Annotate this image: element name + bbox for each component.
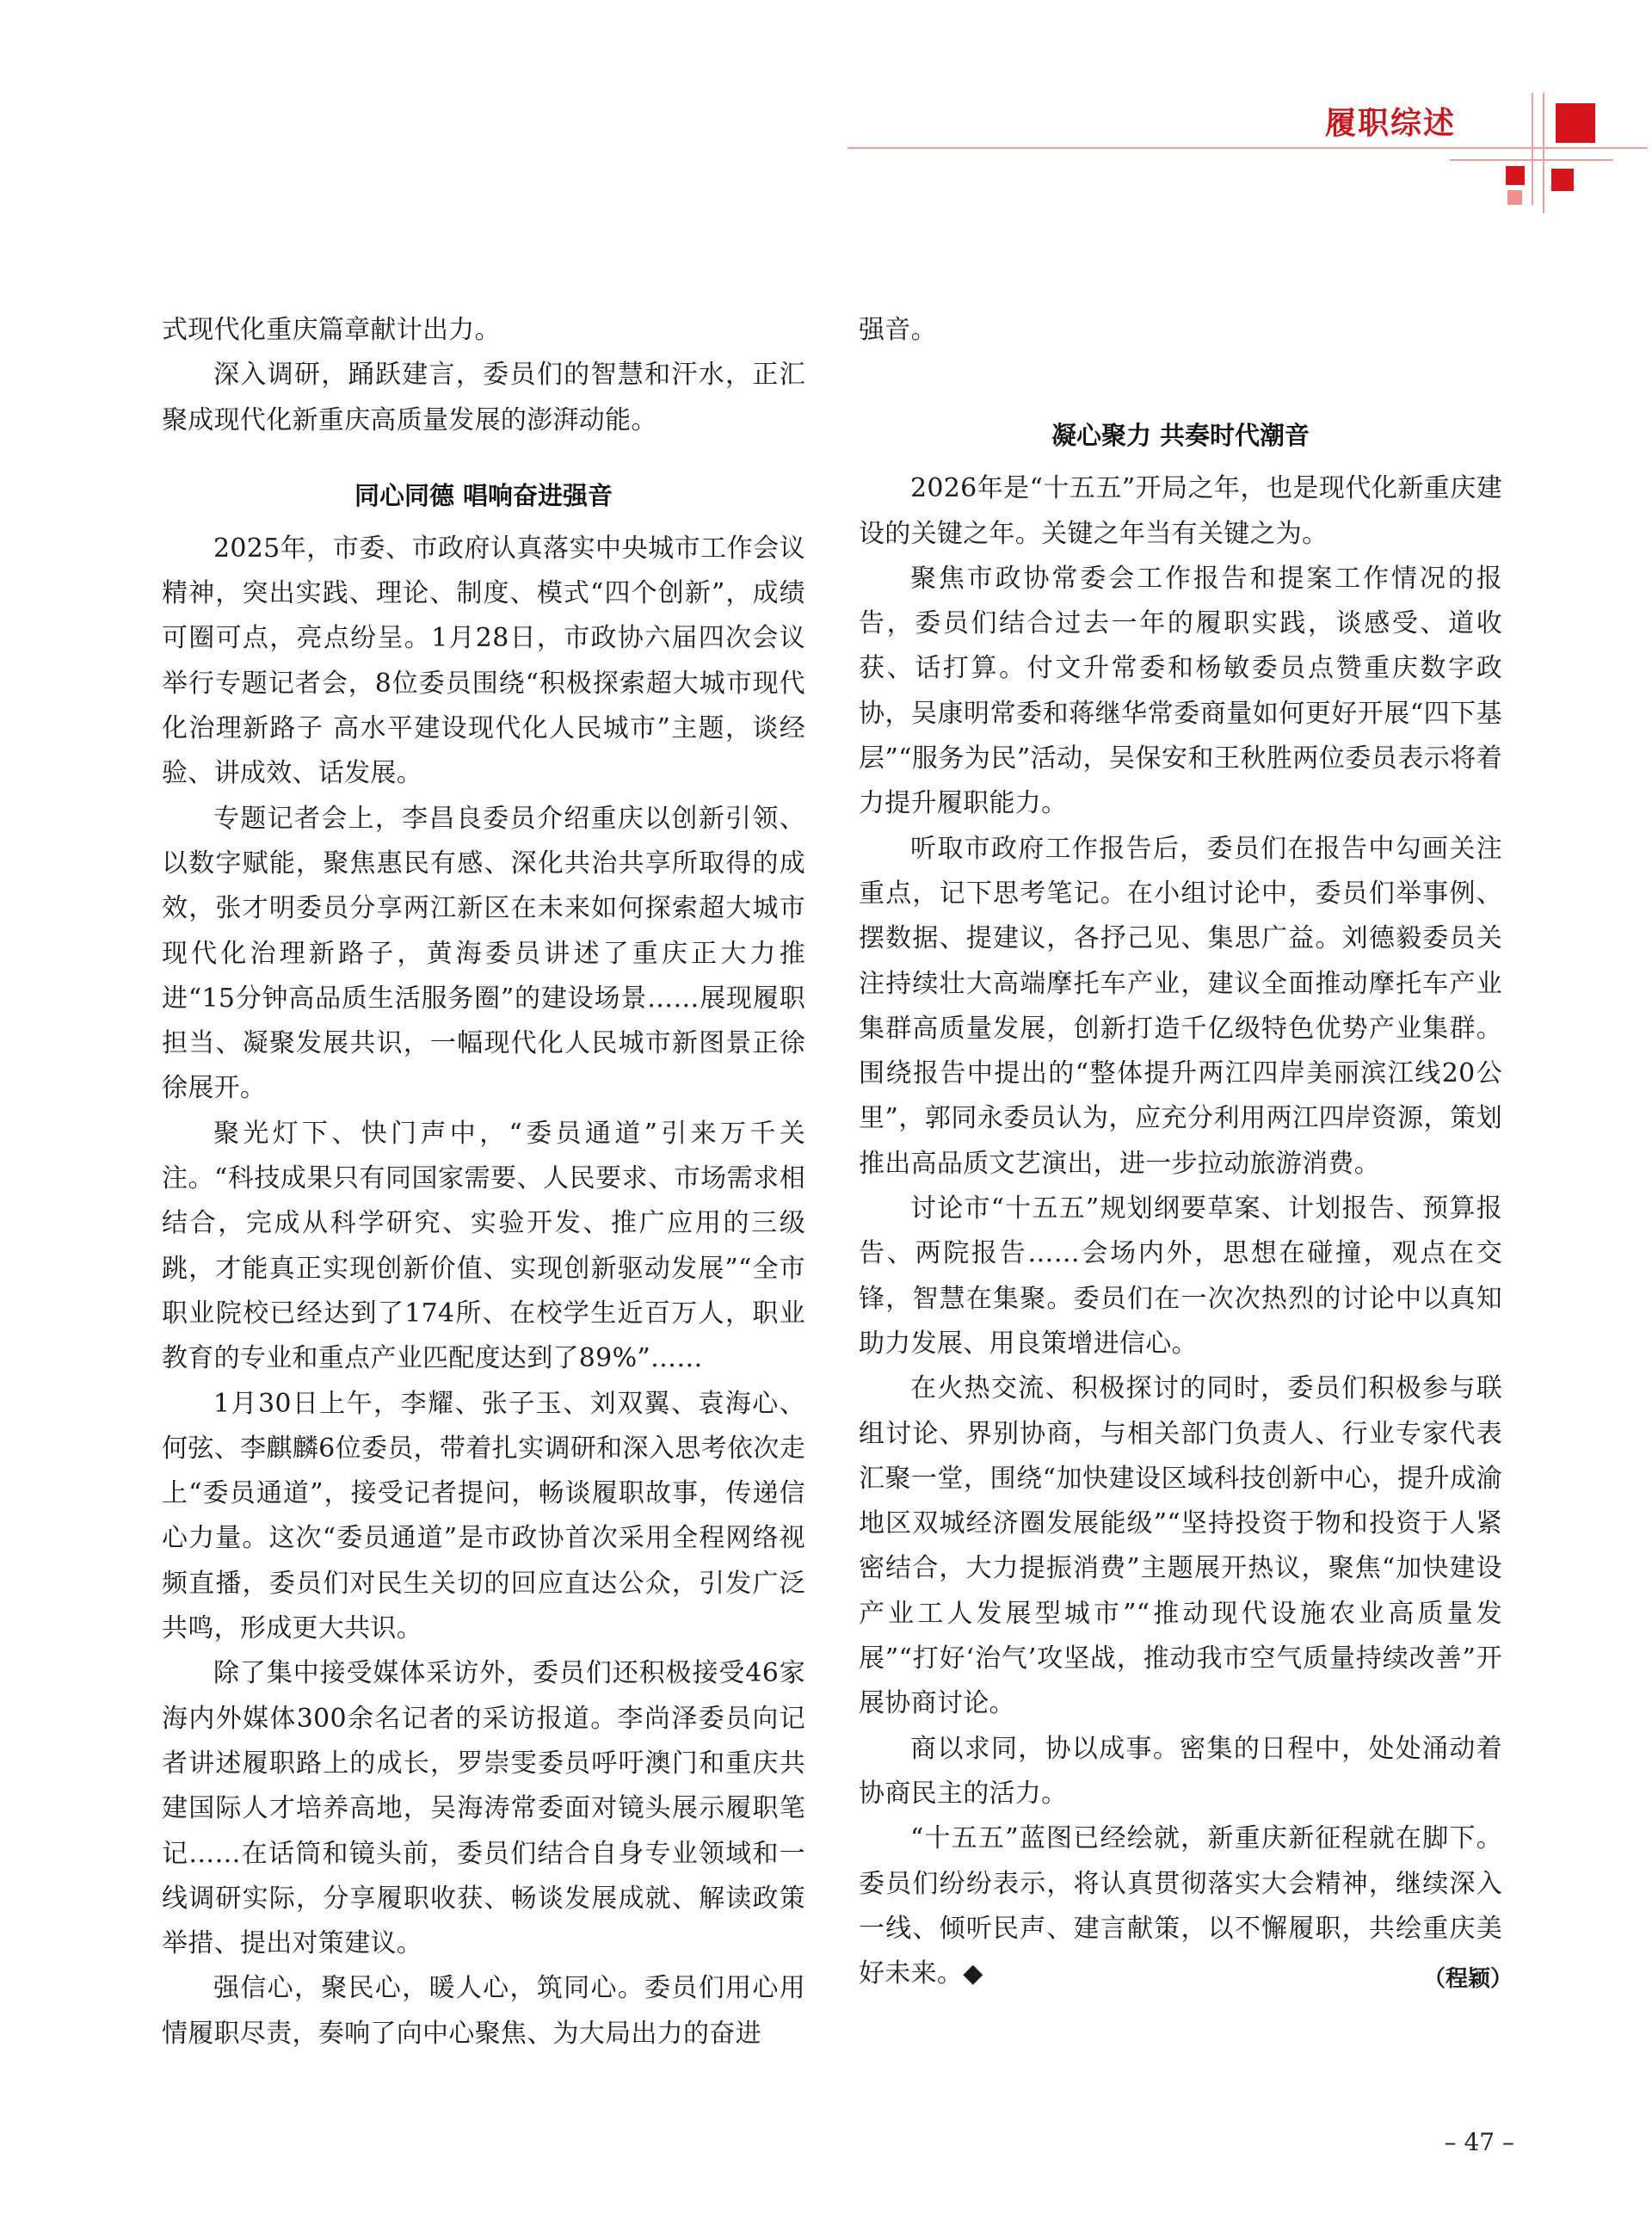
paragraph: 聚焦市政协常委会工作报告和提案工作情况的报告，委员们结合过去一年的履职实践，谈感受、道收获、话打算。付文升常委和杨敏委员点赞重庆数字政协，吴康明常委和蒋继华常委商量如何更好开展“四下基层”“服务为民”活动，吴保安和王秋胜两位委员表示将着力提升履职能力。 (859, 563, 1502, 819)
author-signature: （程颖） (1422, 1966, 1513, 1992)
header-vertical-rule (1532, 93, 1533, 205)
section-title: 履职综述 (1325, 106, 1457, 141)
paragraph: 在火热交流、积极探讨的同时，委员们积极参与联组讨论、界别协商，与相关部门负责人、行业专家代表汇聚一堂，围绕“加快建设区域科技创新中心，提升成渝地区双城经济圈发展能级”“坚持投资于物和投资于人紧密结合，大力提振消费”主题展开热议，聚焦“加快建设产业工人发展型城市”“推动现代设施农业高质量发展”“打好‘治气’攻坚战，推动我市空气质量持续改善”开展协商讨论。 (859, 1373, 1502, 1719)
subheading: 同心同德 唱响奋进强音 (354, 480, 613, 510)
subheading: 凝心聚力 共奏时代潮音 (1051, 421, 1310, 451)
page-number: – 47 – (1444, 2128, 1514, 2156)
paragraph: 专题记者会上，李昌良委员介绍重庆以创新引领、以数字赋能，聚焦惠民有感、深化共治共享所取得的成效，张才明委员分享两江新区在未来如何探索超大城市现代化治理新路子，黄海委员讲述了重庆正大力推进“15分钟高品质生活服务圈”的建设场景……展现履职担当、凝聚发展共识，一幅现代化人民城市新图景正徐徐展开。 (162, 803, 805, 1104)
paragraph: 聚光灯下、快门声中，“委员通道”引来万千关注。“科技成果只有同国家需要、人民要求、市场需求相结合，完成从科学研究、实验开发、推广应用的三级跳，才能真正实现创新价值、实现创新驱动发展”“全市职业院校已经达到了174所、在校学生近百万人，职业教育的专业和重点产业匹配度达到了89%”…… (162, 1118, 805, 1374)
paragraph: 强音。 (859, 315, 937, 345)
paragraph: 2025年，市委、市政府认真落实中央城市工作会议精神，突出实践、理论、制度、模式“四个创新”，成绩可圈可点，亮点纷呈。1月28日，市政协六届四次会议举行专题记者会，8位委员围绕“积极探索超大城市现代化治理新路子 高水平建设现代化人民城市”主题，谈经验、讲成效、话发展。 (162, 533, 805, 789)
header-rule (848, 147, 1648, 149)
header-vertical-rule (1543, 93, 1544, 213)
paragraph: 除了集中接受媒体采访外，委员们还积极接受46家海内外媒体300余名记者的采访报道。李尚泽委员向记者讲述履职路上的成长，罗崇雯委员呼吁澳门和重庆共建国际人才培养高地，吴海涛常委面对镜头展示履职笔记……在话筒和镜头前，委员们结合自身专业领域和一线调研实际，分享履职收获、畅谈发展成就、解读政策举措、提出对策建议。 (162, 1658, 805, 1959)
paragraph: “十五五”蓝图已经绘就，新重庆新征程就在脚下。委员们纷纷表示，将认真贯彻落实大会精神，继续深入一线、倾听民声、建言献策，以不懈履职，共绘重庆美好未来。◆ (859, 1823, 1502, 1989)
decor-square-small (1551, 169, 1574, 191)
decor-square-small-light (1507, 190, 1522, 205)
decor-square-large (1556, 103, 1595, 143)
paragraph: 商以求同，协以成事。密集的日程中，处处涌动着协商民主的活力。 (859, 1733, 1502, 1809)
paragraph: 听取市政府工作报告后，委员们在报告中勾画关注重点，记下思考笔记。在小组讨论中，委员们举事例、摆数据、提建议，各抒己见、集思广益。刘德毅委员关注持续壮大高端摩托车产业，建议全面推动摩托车产业集群高质量发展，创新打造千亿级特色优势产业集群。围绕报告中提出的“整体提升两江四岸美丽滨江线20公里”，郭同永委员认为，应充分利用两江四岸资源，策划推出高品质文艺演出，进一步拉动旅游消费。 (859, 833, 1502, 1179)
right-column (859, 308, 1502, 1996)
paragraph: 式现代化重庆篇章献计出力。 (162, 315, 501, 345)
decor-square-small (1506, 166, 1525, 185)
paragraph: 深入调研，踊跃建言，委员们的智慧和汗水，正汇聚成现代化新重庆高质量发展的澎湃动能。 (162, 360, 805, 435)
paragraph: 讨论市“十五五”规划纲要草案、计划报告、预算报告、两院报告……会场内外，思想在碰撞，观点在交锋，智慧在集聚。委员们在一次次热烈的讨论中以真知助力发展、用良策增进信心。 (859, 1193, 1502, 1359)
paragraph: 强信心，聚民心，暖人心，筑同心。委员们用心用情履职尽责，奏响了向中心聚焦、为大局出力的奋进 (162, 1973, 805, 2049)
left-column (162, 308, 805, 2056)
paragraph: 1月30日上午，李耀、张子玉、刘双翼、袁海心、何弦、李麒麟6位委员，带着扎实调研和深入思考依次走上“委员通道”，接受记者提问，畅谈履职故事，传递信心力量。这次“委员通道”是市政协首次采用全程网络视频直播，委员们对民生关切的回应直达公众，引发广泛共鸣，形成更大共识。 (162, 1388, 805, 1644)
paragraph: 2026年是“十五五”开局之年，也是现代化新重庆建设的关键之年。关键之年当有关键之为。 (859, 473, 1502, 549)
